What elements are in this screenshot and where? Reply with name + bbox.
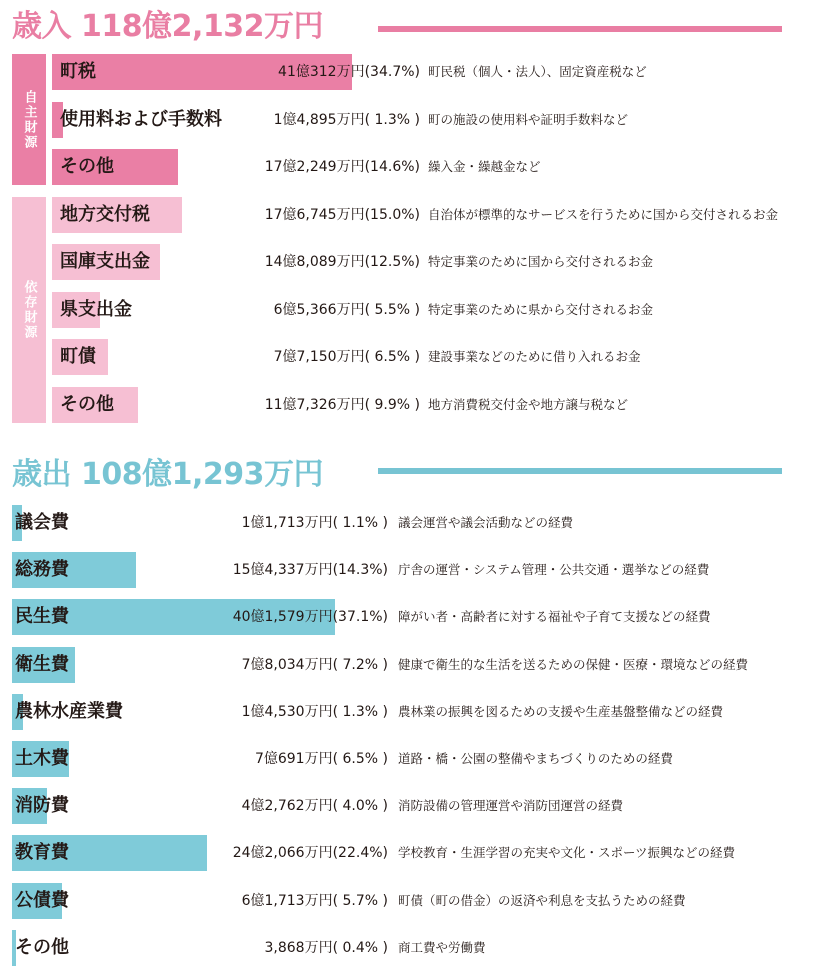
expenditure-description: 農林業の振興を図るための支援や生産基盤整備などの経費 [398, 703, 724, 719]
revenue-group-label: 自主財源 [21, 89, 37, 150]
revenue-amount-percent: (34.7%) [364, 64, 420, 80]
expenditure-amount-percent: (37.1%) [332, 609, 388, 626]
expenditure-category-label: 民生費 [15, 606, 69, 628]
expenditure-amount-percent: ( 1.1% ) [332, 515, 388, 531]
expenditure-category-label: 議会費 [15, 512, 69, 533]
expenditure-amount [242, 788, 388, 824]
expenditure-amount [233, 552, 388, 588]
expenditure-category-label: 教育費 [15, 842, 69, 864]
revenue-amount-percent: (15.0%) [364, 206, 420, 223]
revenue-amount-percent: ( 5.5% ) [364, 301, 420, 318]
expenditure-amount-percent: ( 0.4% ) [332, 939, 388, 956]
own-revenue-band [12, 54, 46, 185]
expenditure-category-label: 衛生費 [15, 653, 69, 675]
expenditure-amount [242, 694, 388, 730]
revenue-category-label: その他 [60, 156, 114, 177]
expenditure-category-label: その他 [15, 936, 69, 958]
revenue-category-label: 地方交付税 [60, 203, 150, 225]
expenditure-amount-value: 1億1,713万円 [241, 515, 333, 531]
expenditure-category-label: 消防費 [15, 795, 69, 817]
revenue-category-label: 町税 [60, 61, 96, 82]
revenue-description: 特定事業のために県から交付されるお金 [428, 301, 654, 317]
expenditure-amount-value: 7億8,034万円 [241, 656, 333, 673]
revenue-amount [278, 54, 420, 90]
revenue-category-label: 使用料および手数料 [60, 108, 222, 130]
revenue-description: 町民税（個人・法人）、固定資産税など [428, 64, 647, 79]
expenditure-category-label: 総務費 [15, 559, 69, 581]
expenditure-amount-value: 6億1,713万円 [241, 892, 333, 909]
expenditure-description: 障がい者・高齢者に対する福祉や子育て支援などの経費 [398, 609, 711, 625]
expenditure-category-label: 公債費 [15, 889, 69, 911]
revenue-amount-percent: ( 6.5% ) [364, 349, 420, 365]
revenue-title-line [378, 26, 782, 32]
revenue-description: 繰入金・繰越金など [428, 159, 541, 174]
revenue-amount-percent: (12.5%) [364, 254, 420, 270]
revenue-group-label: 依存財源 [21, 279, 37, 340]
expenditure-title-line [378, 468, 782, 474]
revenue-amount-value: 17億6,745万円 [264, 206, 365, 223]
revenue-amount-value: 7億7,150万円 [273, 349, 365, 365]
expenditure-amount-value: 7億691万円 [254, 751, 333, 767]
revenue-category-label: 県支出金 [60, 298, 132, 320]
expenditure-description: 健康で衛生的な生活を送るための保健・医療・環境などの経費 [398, 656, 749, 672]
revenue-description: 地方消費税交付金や地方譲与税など [428, 396, 629, 412]
expenditure-amount [265, 930, 389, 966]
expenditure-description: 学校教育・生涯学習の充実や文化・スポーツ振興などの経費 [398, 845, 736, 861]
expenditure-amount-percent: (22.4%) [332, 845, 388, 862]
expenditure-amount-percent: ( 1.3% ) [332, 703, 388, 720]
expenditure-amount-value: 4億2,762万円 [241, 798, 333, 815]
expenditure-amount-percent: ( 6.5% ) [332, 751, 388, 767]
expenditure-amount-value: 1億4,530万円 [241, 703, 333, 720]
expenditure-description: 道路・橋・公園の整備やまちづくりのための経費 [398, 751, 673, 766]
revenue-description: 特定事業のために国から交付されるお金 [428, 254, 654, 269]
revenue-amount [274, 339, 420, 375]
revenue-amount [274, 102, 420, 138]
revenue-amount [274, 292, 420, 328]
expenditure-amount [233, 835, 388, 871]
revenue-amount-value: 41億312万円 [278, 64, 365, 80]
expenditure-amount-percent: ( 7.2% ) [332, 656, 388, 673]
expenditure-amount-value: 3,868万円 [264, 939, 333, 956]
expenditure-amount-percent: ( 5.7% ) [332, 892, 388, 909]
revenue-title: 歳入 118億2,132万円 [12, 9, 323, 44]
revenue-amount [265, 387, 420, 423]
revenue-amount-value: 17億2,249万円 [264, 159, 365, 175]
revenue-description: 自治体が標準的なサービスを行うために国から交付されるお金 [428, 206, 779, 222]
revenue-amount-value: 14億8,089万円 [264, 254, 365, 270]
revenue-description: 建設事業などのために借り入れるお金 [428, 349, 641, 364]
revenue-amount-percent: (14.6%) [364, 159, 420, 175]
revenue-amount-percent: ( 1.3% ) [364, 111, 420, 128]
revenue-amount [265, 197, 420, 233]
expenditure-description: 商工費や労働費 [398, 939, 486, 955]
expenditure-amount-percent: (14.3%) [332, 562, 388, 579]
expenditure-amount-value: 15億4,337万円 [232, 562, 333, 579]
revenue-amount-value: 6億5,366万円 [273, 301, 365, 318]
revenue-amount [265, 149, 420, 185]
expenditure-title: 歳出 108億1,293万円 [12, 457, 323, 492]
revenue-category-label: 町債 [60, 346, 96, 367]
revenue-amount-percent: ( 9.9% ) [364, 396, 420, 413]
expenditure-description: 町債（町の借金）の返済や利息を支払うための経費 [398, 892, 686, 908]
expenditure-category-label: 農林水産業費 [15, 700, 123, 722]
revenue-amount-value: 1億4,895万円 [273, 111, 365, 128]
expenditure-description: 議会運営や議会活動などの経費 [398, 515, 574, 530]
expenditure-amount [242, 505, 388, 541]
expenditure-amount [242, 883, 388, 919]
revenue-description: 町の施設の使用料や証明手数料など [428, 111, 629, 127]
expenditure-amount [233, 599, 388, 635]
expenditure-amount [242, 647, 388, 683]
expenditure-category-label: 土木費 [15, 748, 69, 769]
expenditure-amount-value: 40億1,579万円 [232, 609, 333, 626]
dependent-revenue-band [12, 197, 46, 423]
revenue-amount-value: 11億7,326万円 [264, 396, 365, 413]
revenue-category-label: その他 [60, 393, 114, 415]
expenditure-amount-value: 24億2,066万円 [232, 845, 333, 862]
expenditure-description: 消防設備の管理運営や消防団運営の経費 [398, 798, 624, 814]
expenditure-amount-percent: ( 4.0% ) [332, 798, 388, 815]
expenditure-amount [255, 741, 388, 777]
revenue-amount [265, 244, 420, 280]
expenditure-description: 庁舎の運営・システム管理・公共交通・選挙などの経費 [398, 562, 710, 578]
revenue-category-label: 国庫支出金 [60, 251, 150, 272]
